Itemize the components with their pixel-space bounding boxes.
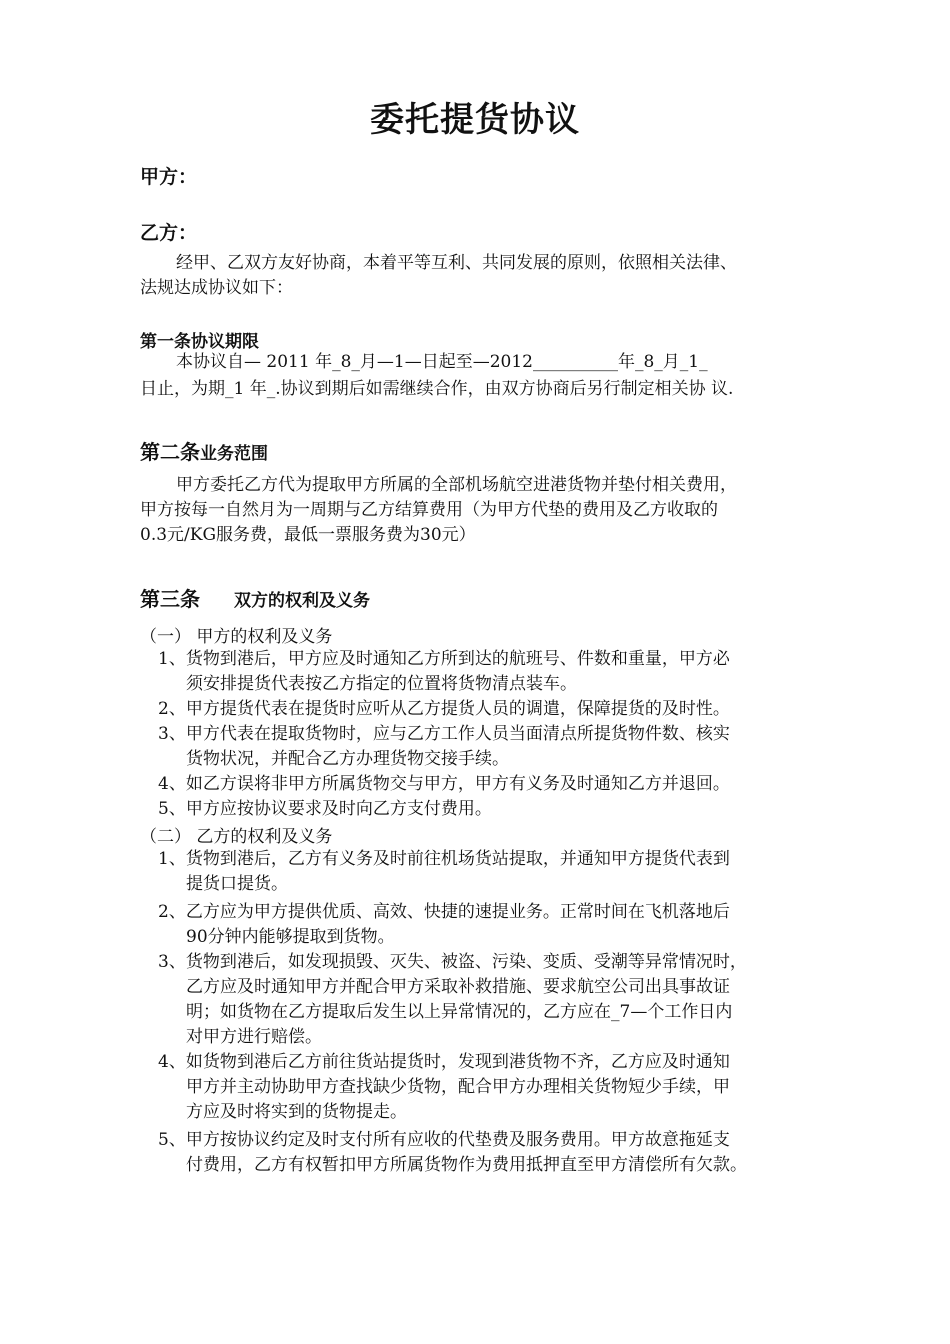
document-title: 委托提货协议 bbox=[370, 100, 580, 140]
section-a-item: 3、甲方代表在提取货物时，应与乙方工作人员当面清点所提货物件数、核实 bbox=[158, 724, 730, 744]
section-b-item: 3、货物到港后，如发现损毁、灭失、被盗、污染、变质、受潮等异常情况时， bbox=[158, 952, 747, 972]
section-a-item: 5、甲方应按协议要求及时向乙方支付费用。 bbox=[158, 799, 492, 819]
section-b-item: 5、甲方按协议约定及时支付所有应收的代垫费及服务费用。甲方故意拖延支 bbox=[158, 1130, 730, 1150]
section-b-item: 乙方应及时通知甲方并配合甲方采取补救措施、要求航空公司出具事故证 bbox=[186, 977, 730, 997]
section-b-item: 对甲方进行赔偿。 bbox=[186, 1027, 322, 1047]
section-b-item: 付费用，乙方有权暂扣甲方所属货物作为费用抵押直至甲方清偿所有欠款。 bbox=[186, 1155, 747, 1175]
article-3-heading bbox=[140, 583, 370, 612]
section-b-item: 甲方并主动协助甲方查找缺少货物，配合甲方办理相关货物短少手续，甲 bbox=[186, 1077, 730, 1097]
section-a-item: 1、货物到港后，甲方应及时通知乙方所到达的航班号、件数和重量，甲方必 bbox=[158, 649, 730, 669]
section-a-item: 货物状况，并配合乙方办理货物交接手续。 bbox=[186, 749, 509, 769]
section-a-label: （一） 甲方的权利及义务 bbox=[140, 627, 333, 647]
article-1-line-2: 日止，为期_1 年_.协议到期后如需继续合作，由双方协商后另行制定相关协 议. bbox=[140, 379, 734, 399]
section-b-item: 4、如货物到港后乙方前往货站提货时，发现到港货物不齐，乙方应及时通知 bbox=[158, 1052, 730, 1072]
article-1-line-1: 本协议自— 2011 年_8_月—1—日起至—2012__________年_8_月_1_ bbox=[176, 352, 708, 372]
section-a-item: 须安排提货代表按乙方指定的位置将货物清点装车。 bbox=[186, 674, 577, 694]
article-2-line-2: 甲方按每一自然月为一周期与乙方结算费用（为甲方代垫的费用及乙方收取的 bbox=[140, 500, 718, 520]
article-3-heading-number: 第三条 bbox=[140, 587, 200, 611]
article-2-line-1: 甲方委托乙方代为提取甲方所属的全部机场航空进港货物并垫付相关费用， bbox=[176, 475, 737, 495]
article-2-heading bbox=[140, 436, 268, 465]
section-a-item: 4、如乙方误将非甲方所属货物交与甲方，甲方有义务及时通知乙方并退回。 bbox=[158, 774, 730, 794]
article-1-heading: 第一条协议期限 bbox=[140, 332, 259, 352]
section-b-label: （二） 乙方的权利及义务 bbox=[140, 827, 333, 847]
article-2-heading-number: 第二条 bbox=[140, 440, 200, 464]
party-a-label: 甲方： bbox=[140, 166, 198, 188]
article-2-line-3: 0.3元/KG服务费，最低一票服务费为30元） bbox=[140, 525, 476, 545]
section-b-item: 1、货物到港后，乙方有义务及时前往机场货站提取，并通知甲方提货代表到 bbox=[158, 849, 730, 869]
intro-line-2: 法规达成协议如下： bbox=[140, 278, 293, 298]
article-2-heading-title: 业务范围 bbox=[200, 444, 268, 464]
section-a-item: 2、甲方提货代表在提货时应听从乙方提货人员的调遣，保障提货的及时性。 bbox=[158, 699, 730, 719]
section-b-item: 90分钟内能够提取到货物。 bbox=[186, 927, 395, 947]
article-3-heading-title: 双方的权利及义务 bbox=[234, 591, 370, 611]
section-b-item: 提货口提货。 bbox=[186, 874, 288, 894]
intro-line-1: 经甲、乙双方友好协商，本着平等互利、共同发展的原则，依照相关法律、 bbox=[176, 253, 737, 273]
party-b-label: 乙方： bbox=[140, 222, 198, 244]
section-b-item: 2、乙方应为甲方提供优质、高效、快捷的速提业务。正常时间在飞机落地后 bbox=[158, 902, 730, 922]
section-b-item: 方应及时将实到的货物提走。 bbox=[186, 1102, 407, 1122]
section-b-item: 明；如货物在乙方提取后发生以上异常情况的，乙方应在_7—个工作日内 bbox=[186, 1002, 733, 1022]
